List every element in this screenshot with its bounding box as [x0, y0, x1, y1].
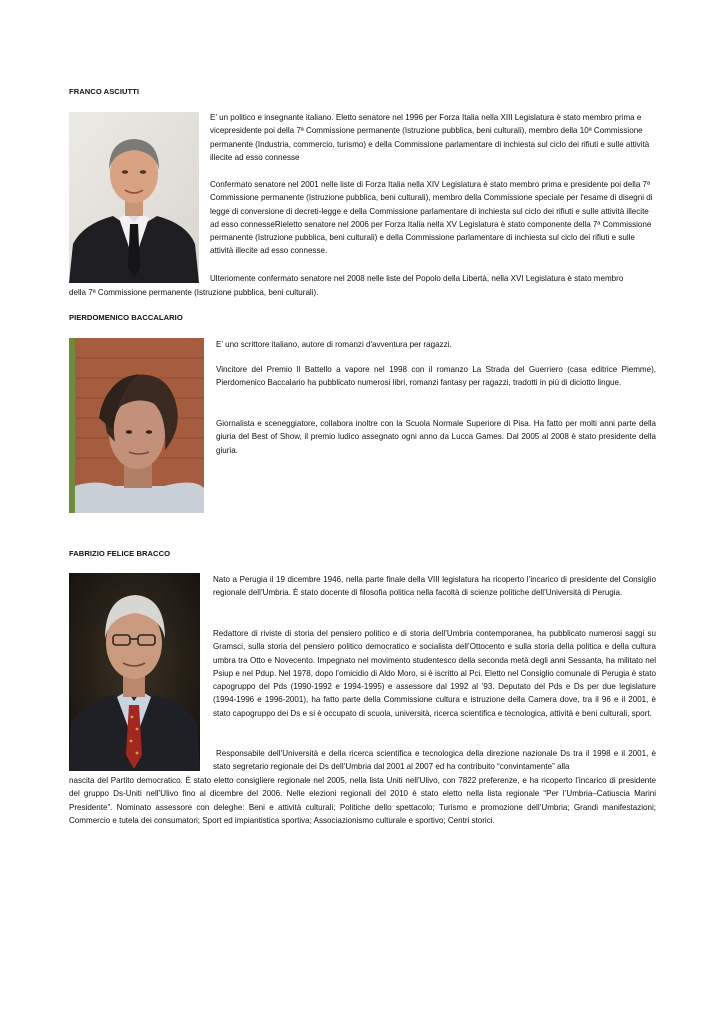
- portrait-bracco-image: [69, 573, 200, 771]
- portrait-photo-baccalario: [69, 338, 204, 513]
- bio-paragraph-baccalario-3: Giornalista e sceneggiatore, collabora inoltre con la Scuola Normale Superiore di Pisa. Ha fatto per molti anni parte della giuria del Best of Show, il premio ludico assegnato ogni anno da Lucca Games. Dal 2005 al 2008 è stato presidente della giuria.: [216, 419, 656, 455]
- portrait-photo-asciutti: [69, 112, 199, 283]
- bio-paragraph-bracco-2: Redattore di riviste di storia del pensiero politico e di storia dell’Umbria contemporanea, ha pubblicato numerosi saggi su Gramsci, sulla storia del pensiero politico democratico e socialista dell’Ottocento e sulla storia della politica e della cultura umbra tra Otto e Novecento. Impegnato nel movimento studentesco della seconda metà degli anni Sessanta, ha militato nel Psiup e nel Pdup. Nel 1978, dopo l’omicidio di Aldo Moro, si è iscritto al Pci. Eletto nel Consiglio comunale di Perugia è stato capogruppo del Pds (1990-1992 e 1994-1995) e assessore dal 1992 al ’93. Deputato del Pds e Ds per due legislature (1994-1996 e 1996-2001), ha fatto parte della Commissione cultura e istruzione della Camera dove, tra il 96 e il 2001, è stato capogruppo dei Ds e si è occupato di scuola, università, ricerca scientifica e tecnologica, attività e beni culturali, sport.: [213, 629, 656, 718]
- bio-paragraph-asciutti-4: della 7ª Commissione permanente (Istruzione pubblica, beni culturali).: [69, 288, 319, 297]
- portrait-asciutti-image: [69, 112, 199, 283]
- section-heading-asciutti: FRANCO ASCIUTTI: [69, 87, 140, 96]
- bio-paragraph-asciutti-1: E’ un politico e insegnante italiano. Eletto senatore nel 1996 per Forza Italia nella XIII Legislatura è stato membro prima e vicepresidente poi della 7ª Commissione permanente (Istruzione pubblica, beni culturali), membro della 10ª Commissione permanente (Industria, commercio, turismo) e della Commissione parlamentare di inchiesta sul ciclo dei rifiuti e sulle attività illecite ad esso connesse: [210, 113, 650, 162]
- section-heading-baccalario: PIERDOMENICO BACCALARIO: [69, 313, 183, 322]
- bio-paragraph-baccalario-2: Vincitore del Premio Il Battello a vapore nel 1998 con il romanzo La Strada del Guerriero (casa editrice Piemme), Pierdomenico Baccalario ha pubblicato numerosi libri, romanzi fantasy per ragazzi, tradotti in più di diciotto lingue.: [216, 365, 656, 388]
- section-heading-bracco: FABRIZIO FELICE BRACCO: [69, 549, 171, 558]
- bio-paragraph-bracco-4: nascita del Partito democratico. È stato eletto consigliere regionale nel 2005, nella lista Uniti nell’Ulivo, con 7822 preferenze, e ha ricoperto l’incarico di presidente del gruppo Ds-Uniti nell’Ulivo fino al dicembre del 2006. Nelle elezioni regionali del 2010 è stato eletto nella lista regionale “Per l’Umbria–Catiuscia Marini Presidente”. Nominato assessore con deleghe: Beni e attività culturali; Politiche dello spettacolo; Turismo e promozione dell’Umbria; Grandi manifestazioni; Commercio e tutela dei consumatori; Sport ed impiantistica sportiva; Associazionismo culturale e sportivo; Centri storici.: [69, 776, 656, 825]
- bio-paragraph-bracco-3: Responsabile dell’Università e della ricerca scientifica e tecnologica della direzione nazionale Ds tra il 1998 e il 2001, è stato segretario regionale dei Ds dell’Umbria dal 2001 al 2007 ed ha contribuito “convintamente” alla: [213, 749, 656, 772]
- portrait-baccalario-image: [69, 338, 204, 513]
- bio-paragraph-asciutti-2: Confermato senatore nel 2001 nelle liste di Forza Italia nella XIV Legislatura è stato membro prima e presidente poi della 7ª Commissione permanente (Istruzione pubblica, beni culturali), membro della Commissione speciale per l'esame di disegni di legge di conversione di decreti-legge e della Commissione parlamentare di inchiesta sul ciclo dei rifiuti e sulle attività illecite ad esso connesseRieletto senatore nel 2006 per Forza Italia nella XV Legislatura è stato componente della 7ª Commissione permanente (Istruzione pubblica, beni culturali) e della Commissione parlamentare di inchiesta sul ciclo dei rifiuti e sulle attività illecite ad esso connesse.: [210, 180, 653, 256]
- bio-paragraph-asciutti-3: Ulteriomente confermato senatore nel 2008 nelle liste del Popolo della Libertà, nella XVI Legislatura è stato membro: [210, 274, 624, 283]
- bio-paragraph-baccalario-1: E’ uno scrittore italiano, autore di romanzi d'avventura per ragazzi.: [216, 340, 452, 349]
- portrait-photo-bracco: [69, 573, 200, 771]
- bio-paragraph-bracco-1: Nato a Perugia il 19 dicembre 1946, nella parte finale della VIII legislatura ha ricoperto l’incarico di presidente del Consiglio regionale dell’Umbria. È stato docente di filosofia politica nella facoltà di scienze politiche dell’Università di Perugia.: [213, 575, 656, 598]
